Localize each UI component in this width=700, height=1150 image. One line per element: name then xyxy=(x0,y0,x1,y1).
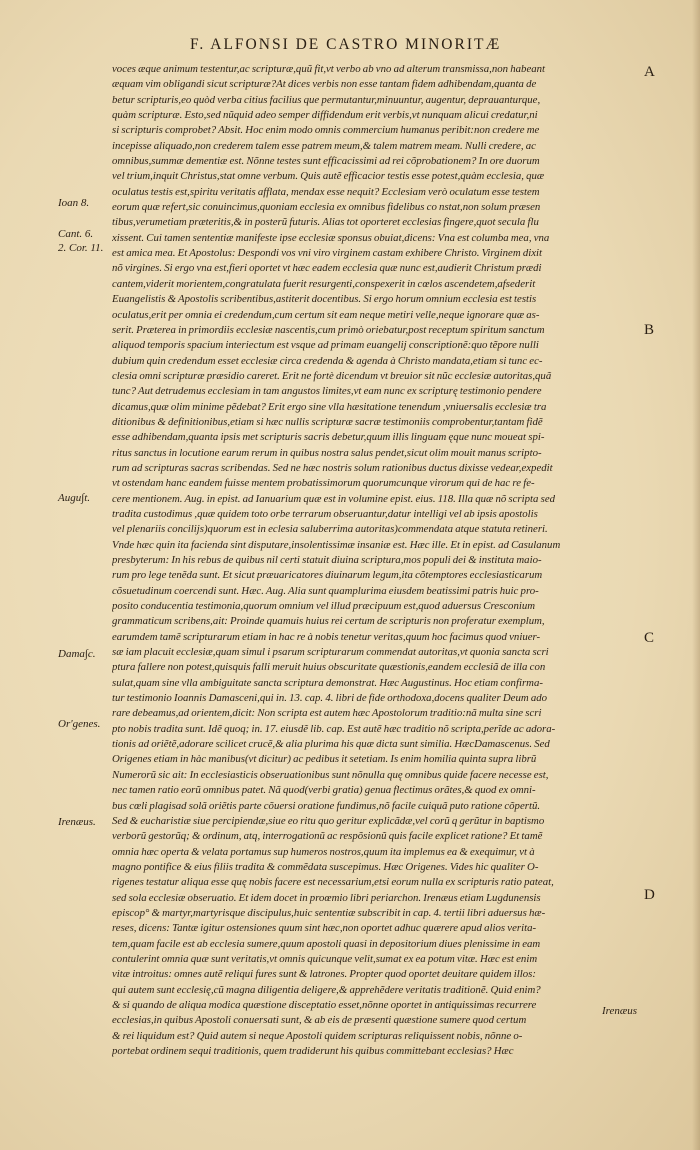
text-line: & rei liquidum est? Quid autem si neque Apostoli quidem scripturas reliquissent nobis, nõnne o- xyxy=(112,1029,523,1042)
text-line: Origenes etiam in hàc manibus(vt dicitur) ac pedibus it setetiam. Is enim homilia quinta supra librũ xyxy=(112,753,537,766)
text-line: rare debeamus,ad orientem,dicit: Non scripta est autem hæc Apostolorum traditio:nã multa sine scri xyxy=(112,707,542,720)
catchword: Irenæus xyxy=(601,1005,637,1017)
text-line: est amica mea. Et Apostolus: Despondi vos vni viro virginem castam exhibere Christo. Virginem dixit xyxy=(112,247,543,260)
text-line: sed sola ecclesiæ obseruatio. Et idem docet in proœmio libri periarchon. Irenæus etiam Lugdunensis xyxy=(112,891,541,904)
text-line: presbyterum: In his rebus de quibus nil certi statuit diuina scriptura,mos populi dei & instituta maio- xyxy=(112,554,542,566)
text-line: cere mentionem. Aug. in epist. ad Ianuarium quæ est in volumine epist. eius. 118. Illa quæ nõ scripta sed xyxy=(112,492,556,505)
margin-note-cant: Cant. 6. xyxy=(58,228,94,240)
text-line: betur scripturis,eo quòd verba citius facilius que permutantur,minuuntur, augentur, deprauanturque, xyxy=(112,93,541,106)
text-line: quàm scripturæ. Esto,sed nũquid adeo semper diffidendum erit verbis,vt nunquam alicui credatur,ni xyxy=(112,109,538,122)
text-line: verborũ gestorũq; & ordinum, atq, interrogationũ ac respõsionũ quis facile explicet ratione? Et tamẽ xyxy=(112,830,543,843)
text-line: tionis ad oriẽtẽ,adorare scilicet crucẽ,& alia plurima his quæ dicta sunt similia. HæcDamascenus. Sed xyxy=(112,738,550,751)
text-line: tibus,verumetiam præteritis,& in posterũ futuris. Alias tot oporteret ecclesias fingere,quot secula flu xyxy=(112,216,539,229)
text-line: clesia omni scripturæ præsidio careret. Erit ne fortè dicendum vt breuior sit nũc ecclesiæ autoritas,quã xyxy=(112,369,552,382)
margin-note-damasc: Dama∫c. xyxy=(58,648,96,660)
text-line: ditionibus & definitionibus,etiam si hæc nullis scripturæ sacræ testimoniis comprobentur,tantam fidẽ xyxy=(112,415,543,428)
text-line: grammaticum scribens,ait: Proinde quamuis huius rei certum de scripturis non proferatur exemplum, xyxy=(112,615,545,628)
margin-note-origenes: Or'genes. xyxy=(58,718,101,730)
text-line: si scripturis comprobet? Absit. Hoc enim modo omnis commercium humanus peribit:non credere me xyxy=(112,124,540,137)
text-line: qui autem sunt ecclesię,cũ magna diligentia deligere,& apprehẽdere veritatis traditionẽ. Quid enim? xyxy=(112,983,541,996)
text-line: contulerint omnia quæ sunt veritatis,vt omnis quicunque velit,sumat ex ea potum vitæ. Hæc est enim xyxy=(112,952,538,965)
text-line: & si quando de aliqua modica quæstione disceptatio esset,nõnne oportet in antiquissimas recurrere xyxy=(112,998,537,1011)
text-line: posito conducentia testimonia,quorum omnium vel illud præcipuum est,quod aduersus Cresconium xyxy=(112,600,536,613)
text-line: vitæ introitus: omnes autẽ reliqui fures sunt & latrones. Propter quod oportet deuitare quidem illos: xyxy=(112,968,536,981)
text-line: rum ad scripturas sacras scribendas. Sed ne hæc nostris solum rationibus ductus dixisse vedear,expedit xyxy=(112,461,553,474)
text-line: xissent. Cui tamen sententiæ manifeste ipse ecclesiæ sponsus obuiat,dicens: Vna est columba mea, vna xyxy=(112,231,550,244)
text-line: incepisse aliquado,non crederem talem esse patrem meum,& talem matrem meam. Nulli credere, ac xyxy=(112,139,536,152)
text-line: nec tamen ratio eorũ omnibus patet. Nã quod(verbi gratia) genua flectimus orãtes,& quod ex omni- xyxy=(112,784,536,797)
page-edge-shadow xyxy=(692,0,700,1150)
text-line: tradita custodimus ,quæ quidem toto orbe terrarum obseruantur,datur intelligi vel ab ipsis apostolis xyxy=(112,507,538,520)
text-line: esse adhibendam,quanta ipsis met scripturis sacris debetur,quum illis linguam ęque nunc moueat spi- xyxy=(112,431,545,444)
text-line: vt ostendam hanc eandem fuisse mentem probatissimorum quorumcunque virorum qui de hac re fe- xyxy=(112,477,535,490)
text-line: aliquod temporis spacium interiectum est vsque ad primam euangelij conscriptionẽ:quo tẽpore nulli xyxy=(112,339,539,352)
section-letter-c: C xyxy=(644,630,655,646)
text-line: magno pontifice & eius filiis tradita & commẽdata suscepimus. Hæc Origenes. Vides hic qualiter O- xyxy=(112,860,539,873)
section-letter-a: A xyxy=(644,64,655,80)
text-line: portebat ordinem sequi traditionis, quem tradiderunt his quibus committebant ecclesias? Hæc xyxy=(112,1045,514,1057)
margin-note-irenaeus: Irenæus. xyxy=(58,816,96,828)
text-line: Numerorũ sic ait: In ecclesiasticis obseruationibus sunt nõnulla quę omnibus quide facere necesse est, xyxy=(112,768,549,781)
text-line: serit. Præterea in primordiis ecclesiæ nascentis,cum primò oriebatur,post receptum spiritum sanctum xyxy=(112,323,545,336)
text-line: dicamus,quæ olim minime pẽdebat? Erit ergo sine vlla hæsitatione tenendum ,vniuersalis ecclesiæ tra xyxy=(112,400,547,413)
text-line: tem,quam facile est ab ecclesia sumere,quum apostoli quasi in depositorium diues plenissime in eam xyxy=(112,937,541,950)
text-line: ecclesias,in quibus Apostoli conuersati sunt, & ab eis de præsenti quæstione sumere quod certum xyxy=(112,1014,527,1027)
running-head: F. ALFONSI DE CASTRO MINORITÆ xyxy=(190,36,502,53)
text-line: sæ iam placuit ecclesiæ,quam simul i psarum scripturarum commendat autoritas,vt quonia sancta scri xyxy=(112,646,549,659)
text-line: vel plenariis concilijs)quorum est in eclesia saluberrima autoritas)commendata atque statuta retineri. xyxy=(112,523,548,536)
text-line: sulat,quam sine vlla ambiguitate sancta scriptura demonstrat. Hæc Augustinus. Hoc etiam confirma- xyxy=(112,676,543,689)
body-text xyxy=(112,62,639,1059)
text-line: tunc? Aut detrudemus ecclesiam in tam angustos limites,vt eam nunc ex scripturę testimonio pendere xyxy=(112,385,542,398)
text-line: oculatus,erit per omnia ei credendum,cum certum sit eam neque metiri velle,neque ignorare quæ as- xyxy=(112,308,540,321)
margin-note-ioan: Ioan 8. xyxy=(58,197,90,209)
text-line: voces æque animum testentur,ac scripturæ,quũ fit,vt verbo ab vno ad alterum transmissa,non habeant xyxy=(112,63,546,75)
text-line: Sed & eucharistiæ siue percipiendæ,siue eo ritu quo geritur explicãdæ,vel corũ q gerũtur in baptismo xyxy=(112,814,545,827)
text-line: ritus sanctus in locutione earum rerum in quibus nostra salus pendet,sicut olim mouit manus scripto- xyxy=(112,446,542,459)
text-line: reses, dicens: Tantæ igitur ostensiones quum sint hæc,non oportet adhuc quærere apud alios verita- xyxy=(112,922,537,935)
text-line: earumdem tamẽ scripturarum etiam in hac re à nobis tenetur veritas,quum hoc facimus quod vniuer- xyxy=(112,630,541,643)
margin-note-august: Augu∫t. xyxy=(58,492,91,504)
text-line: æquam vim obligandi sicut scripturæ?At dices verbis non esse tantam fidem adhibendam,quanta de xyxy=(112,78,537,91)
text-line: omnibus,summæ dementiæ est. Nõnne testes sunt efficacissimi ad rei cõprobationem? In ore duorum xyxy=(112,155,540,168)
text-line: Euangelistis & Apostolis scribentibus,astiterit docentibus. Si ergo horum omnium ecclesia est testis xyxy=(112,293,537,306)
text-line: eorum quæ refert,sic conuincimus,quoniam ecclesia ex omnibus fidelibus co nstat,non solum præsen xyxy=(112,201,541,214)
text-line: cantem,viderit morientem,congratulata fuerit resurgenti,conspexerit in cœlos ascendetem,afsederit xyxy=(112,277,536,290)
text-line: pto nobis tradita sunt. Idẽ quoq; in. 17. eiusdẽ lib. cap. Est autẽ hæc traditio nõ scripta,perĩde ac adora- xyxy=(112,722,556,735)
text-line: vel trium,inquit Christus,stat omne verbum. Quis autẽ efficacior testis esse potest,quàm ecclesia, quæ xyxy=(112,170,545,183)
text-line: bus cœli plagisad solã oriẽtis parte cõuersi oratione fundimus,nõ facile cuiquã puto ratione cõpertũ. xyxy=(112,799,541,812)
section-letter-b: B xyxy=(644,322,655,338)
text-line: ptura fallere non potest,quisquis falli meruit huius obscuritate quæstionis,eandem ecclesiã de illa con xyxy=(112,661,546,674)
text-line: dubium quin credendum esset ecclesiæ circa credenda & agenda à Christo mandata,etiam si tunc ec- xyxy=(112,354,543,367)
margin-note-cor: 2. Cor. 11. xyxy=(58,242,104,254)
text-line: oculatus testis est,spiritu veritatis afflata, mendax esse nequit? Ecclesiam verò oculatum esse testem xyxy=(112,185,540,198)
text-line: episcop° & martyr,martyrisque discipulus,huic sententiæ subscribit in cap. 4. tertii libri aduersus hæ- xyxy=(112,906,546,919)
text-line: omnia hæc operta & velata portamus sup humeros nostros,quum ita implemus ea & exequimur, vt à xyxy=(112,845,535,858)
text-line: nõ virgines. Si ergo vna est,fieri oportet vt hæc eadem ecclesia quæ nunc est,audierit Christum prædi xyxy=(112,262,542,275)
text-line: tur testimonio Ioannis Damasceni,qui in. 13. cap. 4. libri de fide orthodoxa,docens qualiter Deum ado xyxy=(112,692,548,705)
text-line: cõsuetudinum coercendi sunt. Hæc. Aug. Alia sunt quamplurima eiusdem beatissimi patris huic pro- xyxy=(112,584,539,597)
text-line: rum pro lege tenẽda sunt. Et sicut præuaricatores diuinarum legum,ita cõtemptores ecclesiasticarum xyxy=(112,569,543,582)
section-letter-d: D xyxy=(644,887,655,903)
text-line: Vnde hæc quin ita facienda sint disputare,insolentissimæ insaniæ est. Hæc ille. Et in epist. ad Casulanum xyxy=(112,538,561,551)
text-line: rigenes testatur aliqua esse quę nobis facere est necessarium,etsi eorum nulla ex scripturis ratio pateat, xyxy=(112,876,554,889)
